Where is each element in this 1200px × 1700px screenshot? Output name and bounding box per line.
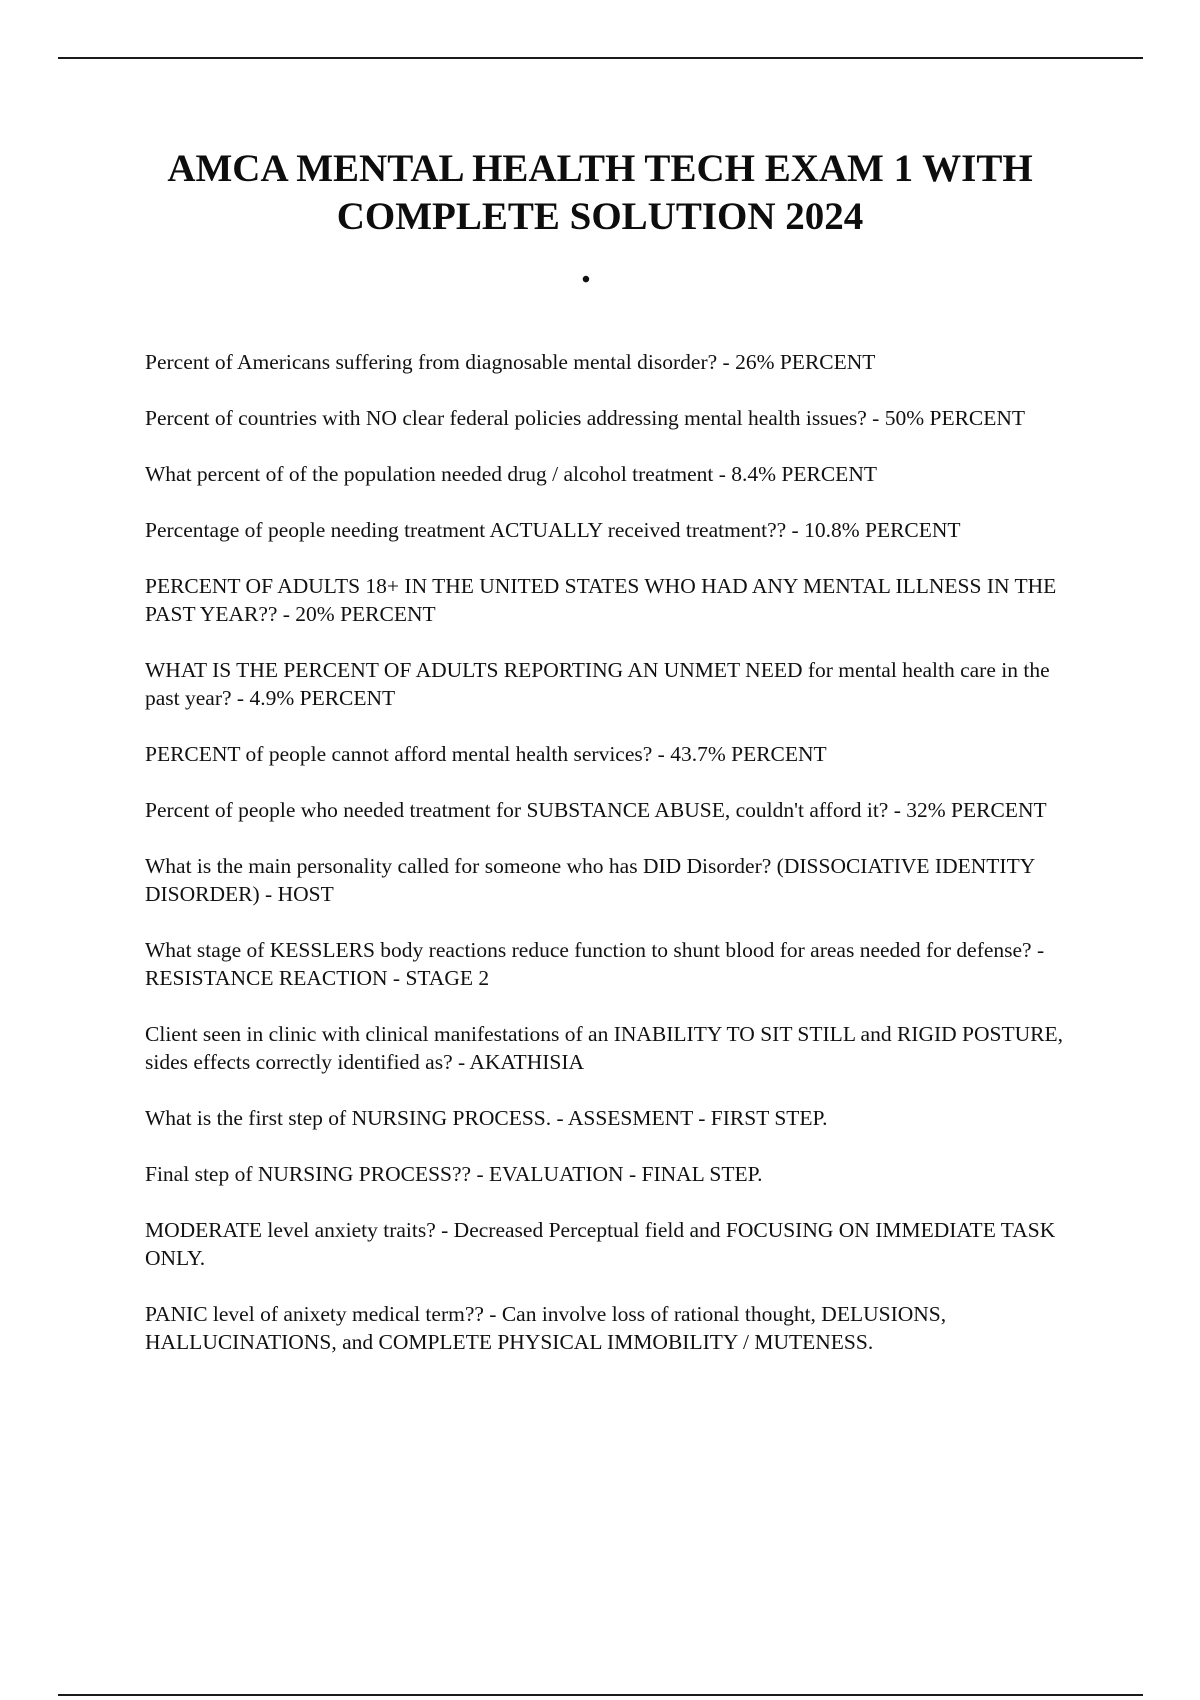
qa-item-1: Percent of Americans suffering from diagnosable mental disorder? - 26% PERCENT <box>145 350 876 374</box>
qa-item-11: Client seen in clinic with clinical manifestations of an INABILITY TO SIT STILL and RIGID POSTURE, sides effects correctly identified as? - AKATHISIA <box>145 1022 1063 1074</box>
title-line-2: COMPLETE SOLUTION 2024 <box>336 195 864 238</box>
qa-item-5: PERCENT OF ADULTS 18+ IN THE UNITED STATES WHO HAD ANY MENTAL ILLNESS IN THE PAST YEAR?? - 20% PERCENT <box>145 574 1057 626</box>
bottom-rule <box>58 1694 1143 1696</box>
qa-item-6: WHAT IS THE PERCENT OF ADULTS REPORTING AN UNMET NEED for mental health care in the past year? - 4.9% PERCENT <box>145 658 1050 710</box>
qa-item-14: MODERATE level anxiety traits? - Decreased Perceptual field and FOCUSING ON IMMEDIATE TASK ONLY. <box>145 1218 1056 1270</box>
qa-item-3: What percent of of the population needed drug / alcohol treatment - 8.4% PERCENT <box>145 462 877 486</box>
qa-item-13: Final step of NURSING PROCESS?? - EVALUATION - FINAL STEP. <box>145 1162 763 1186</box>
qa-item-7: PERCENT of people cannot afford mental health services? - 43.7% PERCENT <box>145 742 827 766</box>
qa-item-10: What stage of KESSLERS body reactions reduce function to shunt blood for areas needed for defense? - RESISTANCE REACTION - STAGE 2 <box>145 938 1045 990</box>
question-answer-list <box>145 348 1075 1384</box>
qa-item-15: PANIC level of anixety medical term?? - Can involve loss of rational thought, DELUSIONS, HALLUCINATIONS, and COMPLETE PHYSICAL IMMOBILITY / MUTENESS. <box>145 1302 947 1354</box>
qa-item-12: What is the first step of NURSING PROCESS. - ASSESMENT - FIRST STEP. <box>145 1106 828 1130</box>
top-rule <box>58 57 1143 59</box>
bullet-separator: • <box>581 267 591 293</box>
qa-item-8: Percent of people who needed treatment for SUBSTANCE ABUSE, couldn't afford it? - 32% PERCENT <box>145 798 1047 822</box>
document-title <box>100 145 1100 241</box>
qa-item-4: Percentage of people needing treatment ACTUALLY received treatment?? - 10.8% PERCENT <box>145 518 961 542</box>
title-line-1: AMCA MENTAL HEALTH TECH EXAM 1 WITH <box>167 147 1033 190</box>
qa-item-2: Percent of countries with NO clear federal policies addressing mental health issues? - 50% PERCENT <box>145 406 1026 430</box>
qa-item-9: What is the main personality called for someone who has DID Disorder? (DISSOCIATIVE IDENTITY DISORDER) - HOST <box>145 854 1035 906</box>
